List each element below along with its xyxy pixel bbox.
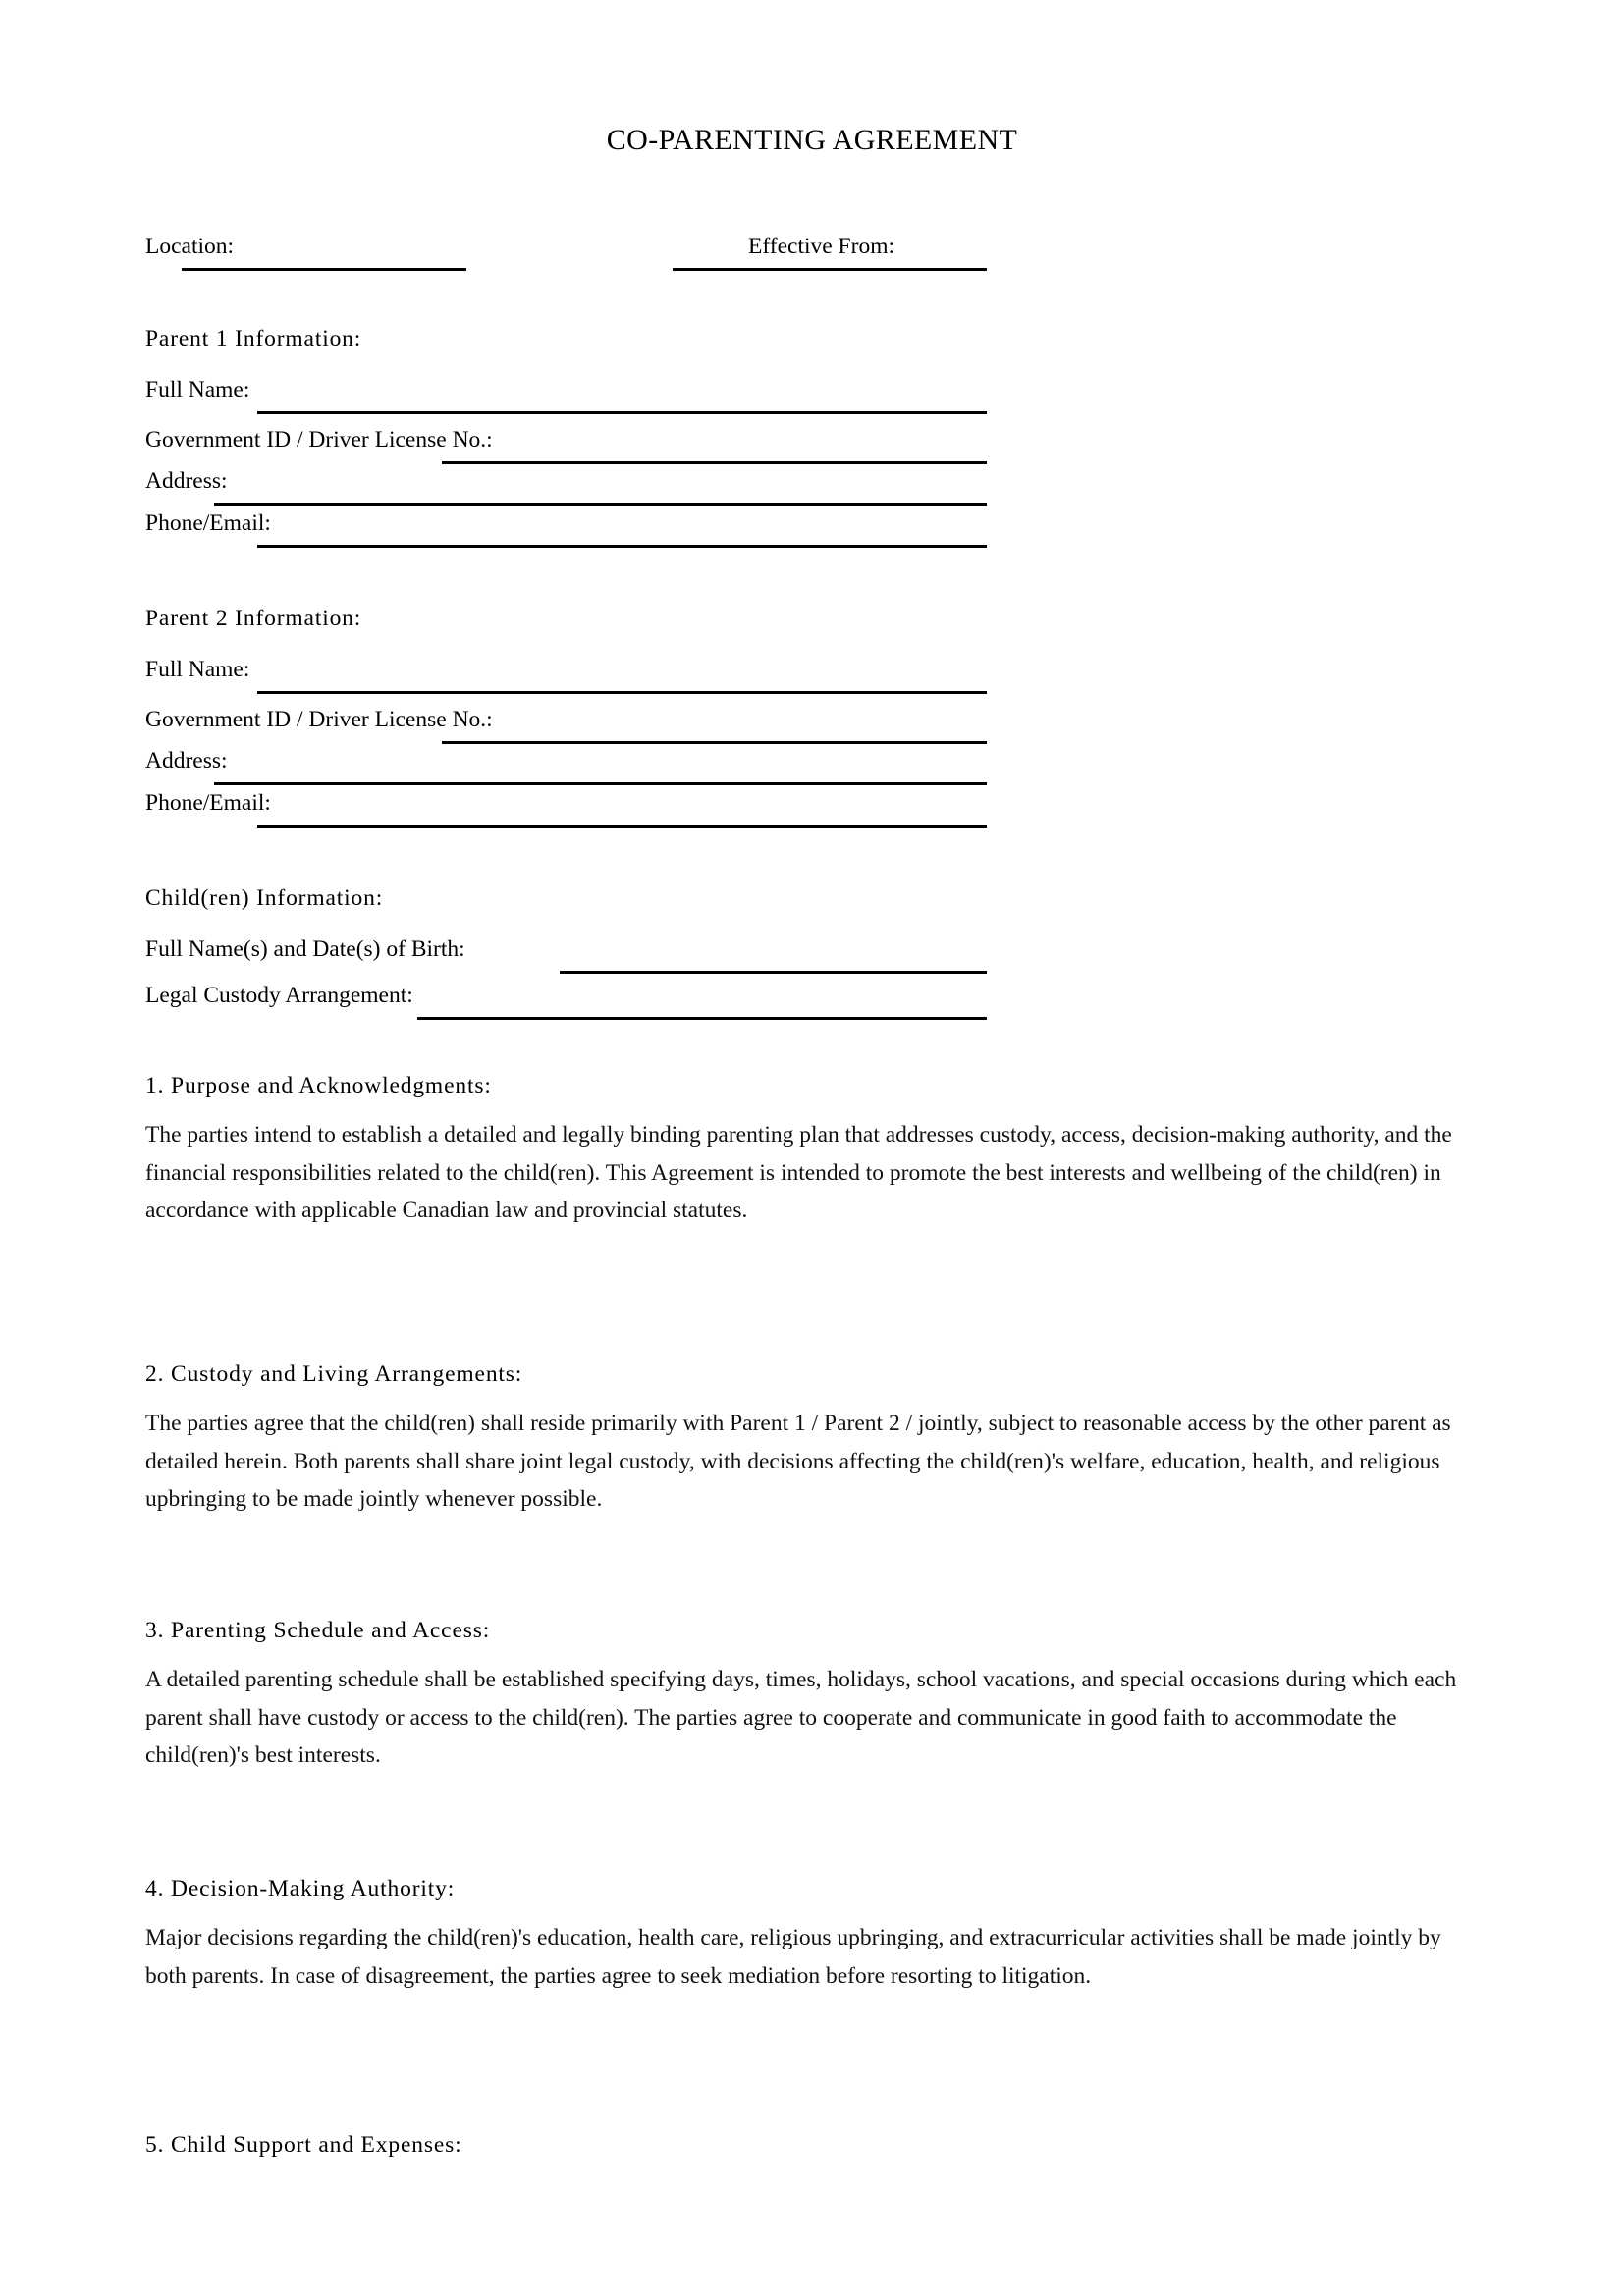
parent1-heading: Parent 1 Information: [145,326,362,351]
section-2-heading: 2. Custody and Living Arrangements: [145,1362,523,1387]
section-2-body: The parties agree that the child(ren) shall reside primarily with Parent 1 / Parent 2 / jointly, subject to reasonable access by the other parent as detailed herein. Both parents shall share joint legal custody, with decisions affecting the child(ren)'s welfare, education, health, and religious upbringing to be made jointly whenever possible. [145,1411,1451,1512]
children-custody-input-rule[interactable] [417,1017,987,1020]
page-title: CO-PARENTING AGREEMENT [606,124,1018,156]
parent1-full-name-input-rule[interactable] [257,411,987,414]
parent2-full-name-label: Full Name: [145,657,250,682]
children-heading: Child(ren) Information: [145,885,384,911]
parent2-address-input-rule[interactable] [214,782,987,785]
children-names-dob-label: Full Name(s) and Date(s) of Birth: [145,936,465,962]
parent2-gov-id-label: Government ID / Driver License No.: [145,707,493,732]
parent1-address-input-rule[interactable] [214,503,987,506]
parent1-phone-email-label: Phone/Email: [145,510,271,536]
location-input-rule[interactable] [182,268,466,271]
effective-from-label: Effective From: [748,234,895,259]
parent1-gov-id-input-rule[interactable] [442,461,987,464]
parent1-full-name-label: Full Name: [145,377,250,402]
section-3-body: A detailed parenting schedule shall be established specifying days, times, holidays, school vacations, and special occasions during which each parent shall have custody or access to the child(ren). The parties agree to cooperate and communicate in good faith to accommodate the child(ren)'s best interests. [145,1667,1457,1768]
parent2-full-name-input-rule[interactable] [257,691,987,694]
parent2-phone-email-label: Phone/Email: [145,790,271,816]
section-1-body: The parties intend to establish a detailed and legally binding parenting plan that addresses custody, access, decision-making authority, and the financial responsibilities related to the child(ren). This Agreement is intended to promote the best interests and wellbeing of the child(ren) in accordance with applicable Canadian law and provincial statutes. [145,1122,1452,1223]
section-4-heading: 4. Decision-Making Authority: [145,1876,456,1901]
parent2-address-label: Address: [145,748,228,774]
section-4-body: Major decisions regarding the child(ren)'s education, health care, religious upbringing, and extracurricular activities shall be made jointly by both parents. In case of disagreement, the parties agree to seek mediation before resorting to litigation. [145,1925,1441,1989]
parent2-heading: Parent 2 Information: [145,606,362,631]
children-custody-label: Legal Custody Arrangement: [145,983,413,1008]
section-1-heading: 1. Purpose and Acknowledgments: [145,1073,492,1098]
section-3-heading: 3. Parenting Schedule and Access: [145,1618,491,1643]
effective-from-input-rule[interactable] [673,268,987,271]
children-names-dob-input-rule[interactable] [560,971,987,974]
location-label: Location: [145,234,235,259]
parent2-phone-email-input-rule[interactable] [257,825,987,828]
parent2-gov-id-input-rule[interactable] [442,741,987,744]
parent1-phone-email-input-rule[interactable] [257,545,987,548]
parent1-address-label: Address: [145,468,228,494]
section-5-heading: 5. Child Support and Expenses: [145,2132,462,2158]
parent1-gov-id-label: Government ID / Driver License No.: [145,427,493,453]
